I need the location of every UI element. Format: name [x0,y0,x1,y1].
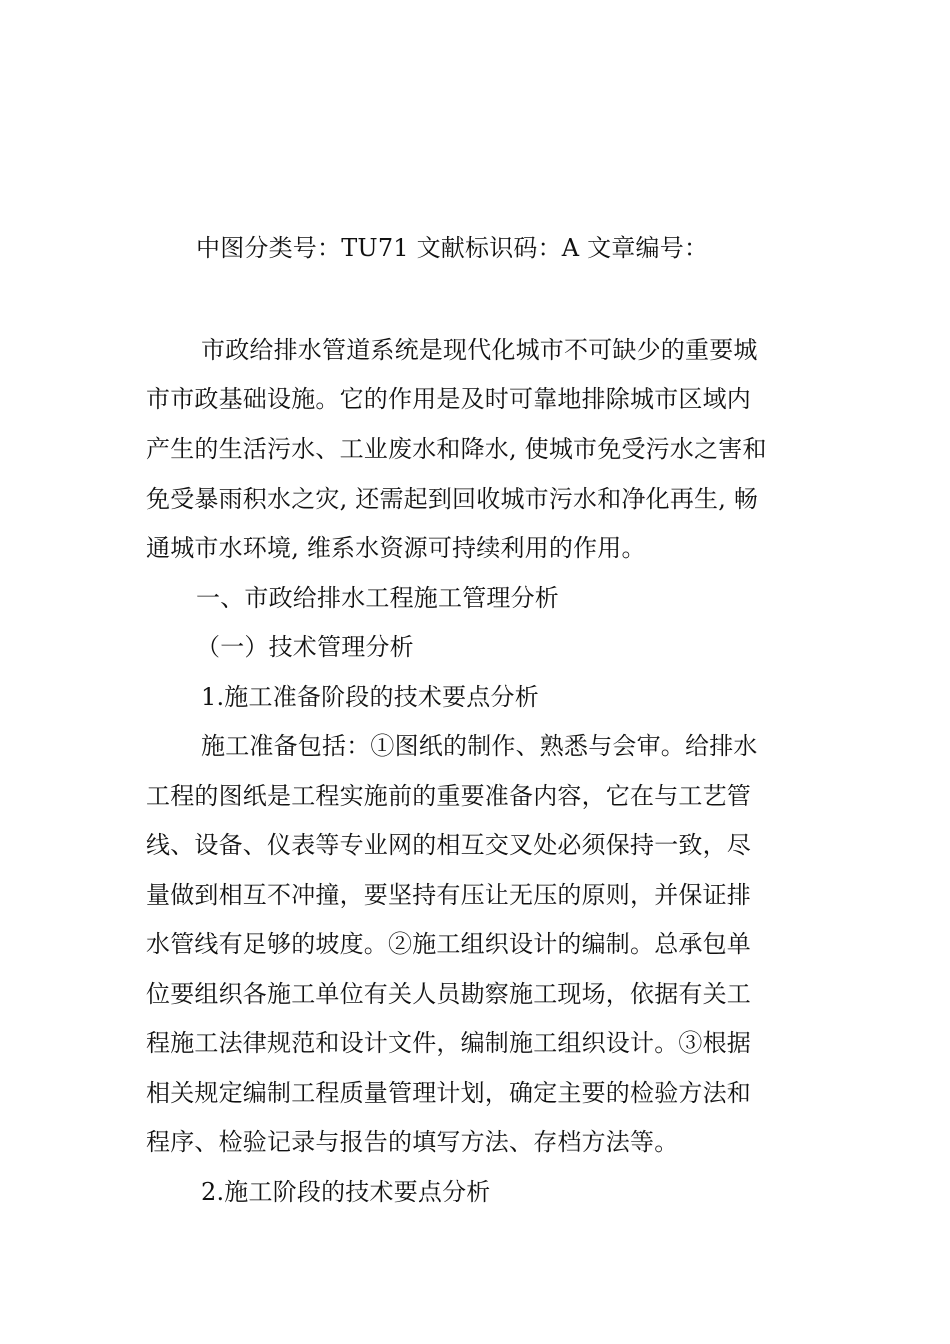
intro-line-1: 市政给排水管道系统是现代化城市不可缺少的重要城 [201,336,758,364]
body-line-2: 工程的图纸是工程实施前的重要准备内容，它在与工艺管 [146,782,751,810]
body-line-9: 程序、检验记录与报告的填写方法、存档方法等。 [146,1128,679,1156]
intro-line-4: 免受暴雨积水之灾, 还需起到回收城市污水和净化再生, 畅 [146,485,759,513]
intro-line-3: 产生的生活污水、工业废水和降水, 使城市免受污水之害和 [146,435,767,463]
body-line-6: 位要组织各施工单位有关人员勘察施工现场，依据有关工 [146,980,751,1008]
intro-line-2: 市市政基础设施。它的作用是及时可靠地排除城市区域内 [146,385,751,413]
intro-line-5: 通城市水环境, 维系水资源可持续利用的作用。 [146,534,646,562]
body-line-3: 线、设备、仪表等专业网的相互交叉处必须保持一致，尽 [146,831,751,859]
body-line-1: 施工准备包括：①图纸的制作、熟悉与会审。给排水 [201,732,758,760]
body-line-5: 水管线有足够的坡度。②施工组织设计的编制。总承包单 [146,930,751,958]
section-heading-4: 2.施工阶段的技术要点分析 [201,1178,491,1206]
classification-line: 中图分类号：TU71 文献标识码：A 文章编号： [196,234,709,262]
section-heading-3: 1.施工准备阶段的技术要点分析 [201,683,539,711]
section-heading-1: 一、市政给排水工程施工管理分析 [196,584,559,612]
section-heading-2: （一）技术管理分析 [196,633,414,661]
body-line-4: 量做到相互不冲撞，要坚持有压让无压的原则，并保证排 [146,881,751,909]
body-line-7: 程施工法律规范和设计文件，编制施工组织设计。③根据 [146,1029,751,1057]
body-line-8: 相关规定编制工程质量管理计划，确定主要的检验方法和 [146,1079,751,1107]
